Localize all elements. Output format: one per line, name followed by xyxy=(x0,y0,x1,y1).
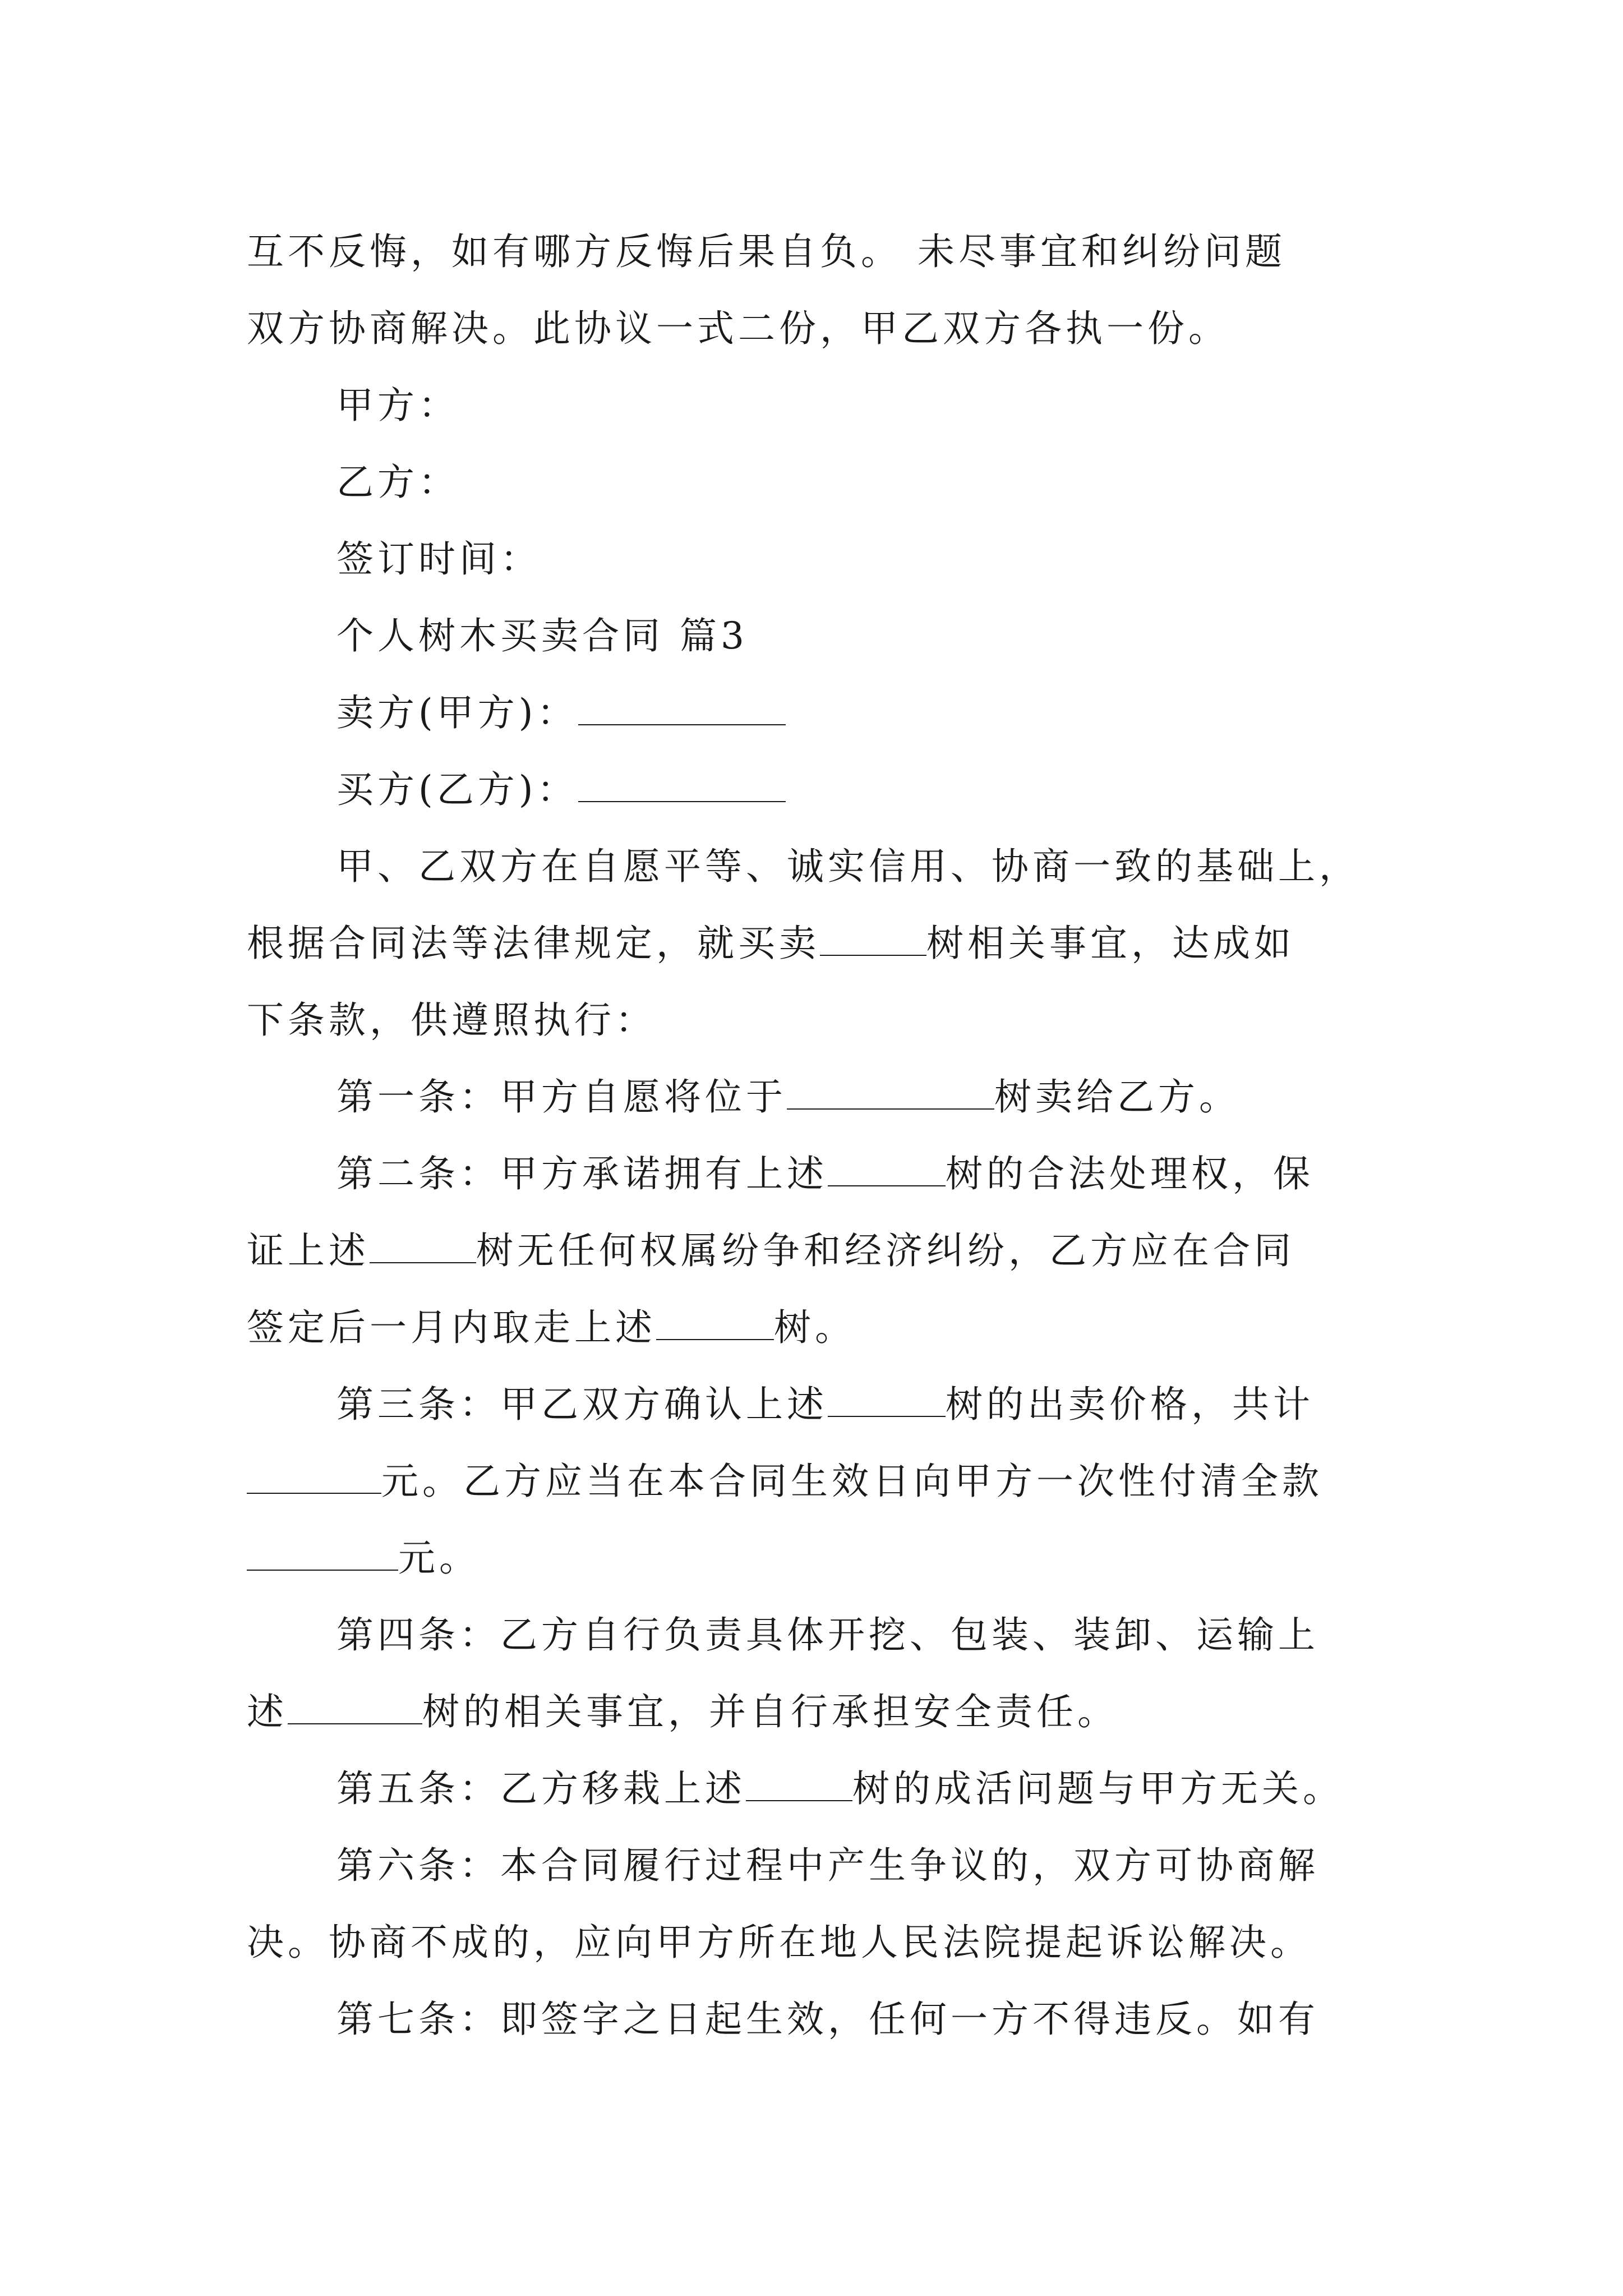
article-text: 第五条：乙方移栽上述 xyxy=(336,1767,746,1810)
article-text: 第一条：甲方自愿将位于 xyxy=(336,1075,787,1119)
article-5 xyxy=(247,1750,1380,1827)
buyer-line xyxy=(247,751,1380,828)
intro-line: 甲、乙双方在自愿平等、诚实信用、协商一致的基础上， xyxy=(336,845,1360,888)
tree-blank xyxy=(828,1382,946,1417)
intro-text: 树相关事宜，达成如 xyxy=(926,922,1295,965)
article-1 xyxy=(247,1059,1380,1135)
price-blank xyxy=(247,1459,381,1494)
article-text: 述 xyxy=(247,1690,288,1733)
party-a-label: 甲方： xyxy=(336,384,459,427)
article-text: 第二条：甲方承诺拥有上述 xyxy=(336,1152,828,1195)
seller-label: 卖方(甲方)： xyxy=(336,691,578,734)
article-2 xyxy=(247,1135,1380,1212)
tree-blank xyxy=(828,1152,946,1186)
payment-blank xyxy=(247,1536,398,1571)
section-title: 个人树木买卖合同 篇3 xyxy=(336,614,748,657)
article-text: 元。 xyxy=(398,1536,480,1580)
location-blank xyxy=(787,1075,994,1110)
article-text: 树的相关事宜，并自行承担安全责任。 xyxy=(422,1690,1118,1733)
intro-line xyxy=(247,905,1380,982)
article-text: 证上述 xyxy=(247,1229,370,1272)
article-6: 第六条：本合同履行过程中产生争议的，双方可协商解 xyxy=(336,1844,1319,1887)
article-text: 树的合法处理权，保 xyxy=(946,1152,1314,1195)
seller-blank xyxy=(578,691,786,725)
intro-line: 下条款，供遵照执行： xyxy=(247,999,656,1042)
article-4-cont xyxy=(247,1673,1380,1750)
intro-text: 根据合同法等法律规定，就买卖 xyxy=(247,922,820,965)
article-text: 树的出卖价格，共计 xyxy=(946,1383,1314,1426)
document-page xyxy=(247,213,1380,2058)
article-text: 第三条：甲乙双方确认上述 xyxy=(336,1383,828,1426)
buyer-label: 买方(乙方)： xyxy=(336,768,578,811)
article-3 xyxy=(247,1366,1380,1443)
tree-blank xyxy=(288,1690,422,1724)
article-text: 签定后一月内取走上述 xyxy=(247,1306,656,1349)
sign-time-label: 签订时间： xyxy=(336,537,541,581)
article-6-cont: 决。协商不成的，应向甲方所在地人民法院提起诉讼解决。 xyxy=(247,1921,1311,1964)
article-text: 树无任何权属纷争和经济纠纷，乙方应在合同 xyxy=(476,1229,1295,1272)
article-text: 树。 xyxy=(774,1306,856,1349)
party-b-label: 乙方： xyxy=(336,461,459,504)
article-3-cont xyxy=(247,1520,1380,1596)
article-text: 元。乙方应当在本合同生效日向甲方一次性付清全款 xyxy=(381,1460,1323,1503)
article-7: 第七条：即签字之日起生效，任何一方不得违反。如有 xyxy=(336,1998,1319,2041)
article-3-cont xyxy=(247,1443,1380,1520)
buyer-blank xyxy=(578,767,786,802)
text-line: 互不反悔，如有哪方反悔后果自负。 未尽事宜和纠纷问题 xyxy=(247,230,1286,273)
tree-blank xyxy=(746,1766,852,1801)
tree-type-blank xyxy=(820,921,926,956)
seller-line xyxy=(247,674,1380,751)
tree-blank xyxy=(656,1305,774,1340)
article-2-cont xyxy=(247,1289,1380,1366)
article-2-cont xyxy=(247,1212,1380,1289)
article-text: 树卖给乙方。 xyxy=(994,1075,1240,1119)
text-line: 双方协商解决。此协议一式二份，甲乙双方各执一份。 xyxy=(247,307,1229,350)
article-4: 第四条：乙方自行负责具体开挖、包装、装卸、运输上 xyxy=(336,1613,1319,1657)
article-text: 树的成活问题与甲方无关。 xyxy=(852,1767,1344,1810)
tree-blank xyxy=(370,1228,476,1263)
